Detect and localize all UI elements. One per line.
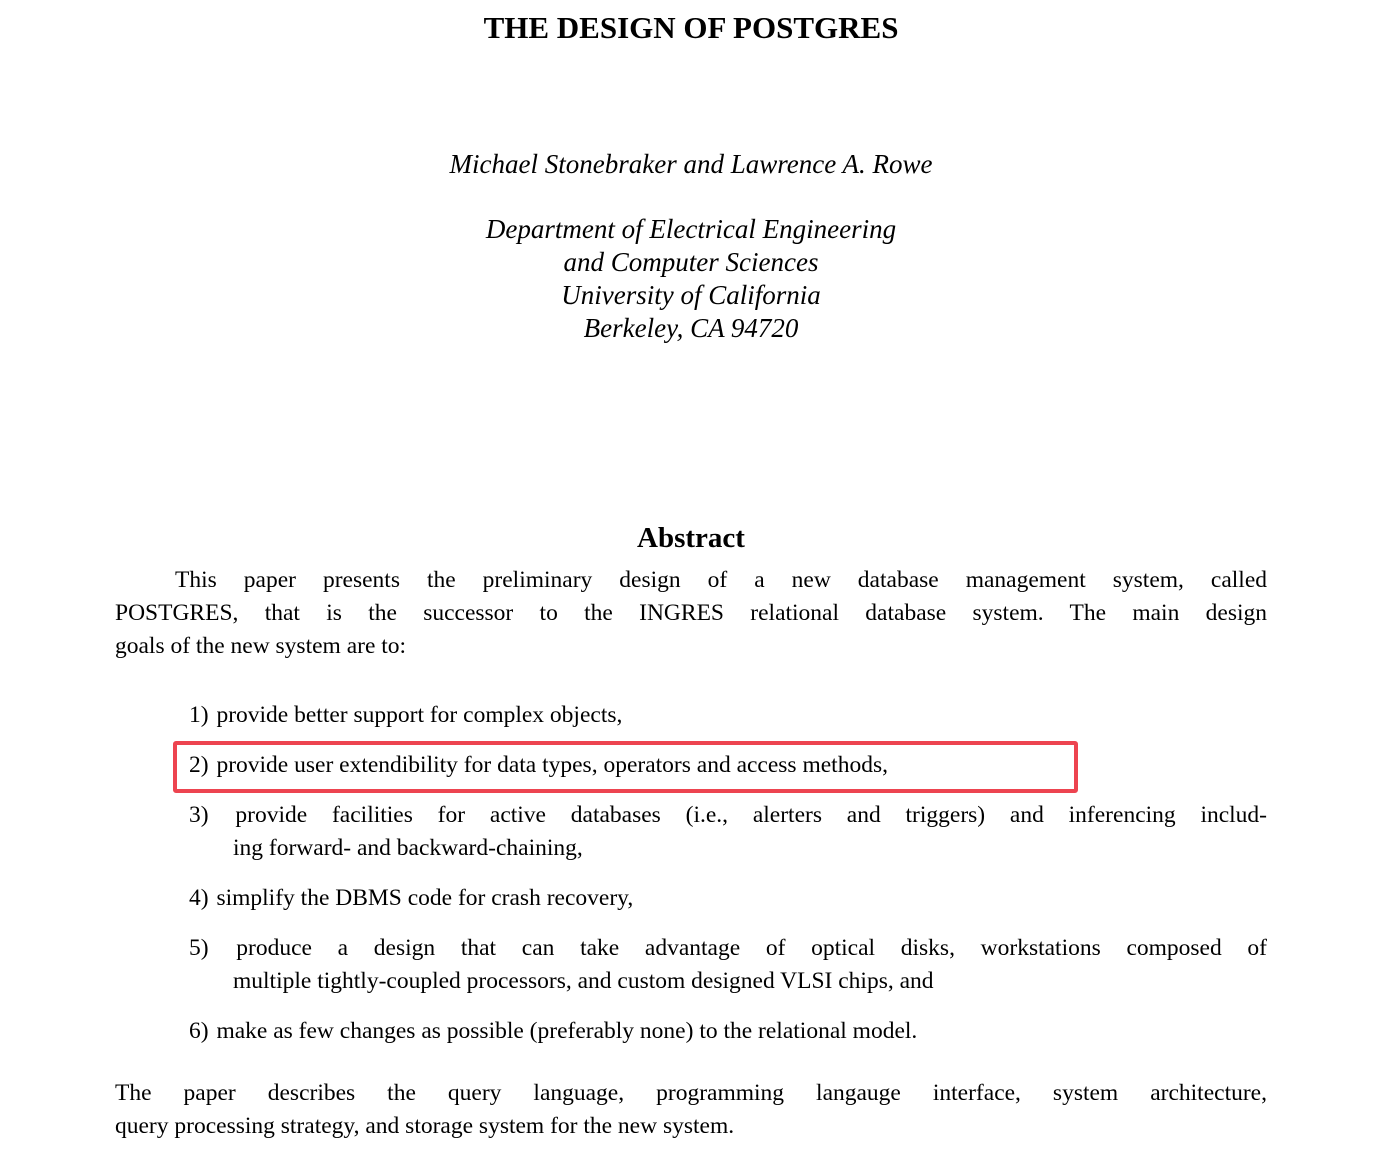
goal-line-continuation: multiple tightly-coupled processors, and custom designed VLSI chips, and [233, 968, 934, 994]
closing-paragraph [115, 1077, 1267, 1143]
goal-line-continuation: ing forward- and backward-chaining, [233, 835, 583, 861]
abstract-paragraph [115, 564, 1267, 663]
goal-number: 2) [189, 752, 209, 778]
goal-line [189, 799, 1268, 832]
affiliation-line-university: University of California [561, 280, 821, 310]
goal-item-3 [189, 799, 1268, 865]
affiliation-line-city: Berkeley, CA 94720 [583, 313, 799, 343]
goal-text: produce a design that can take advantage of optical disks, workstations composed of [236, 935, 1267, 961]
design-goals-list [115, 699, 1267, 1048]
goal-item-1 [189, 699, 1267, 732]
goal-text: make as few changes as possible (preferably none) to the relational model. [216, 1018, 918, 1044]
goal-number: 5) [189, 935, 209, 961]
goal-line [189, 1015, 1267, 1048]
goal-item-4 [189, 882, 1267, 915]
paper-title: THE DESIGN OF POSTGRES [483, 10, 899, 45]
goal-number: 4) [189, 885, 209, 911]
goal-number: 3) [189, 802, 209, 828]
goal-item-6 [189, 1015, 1267, 1048]
goal-line [189, 699, 1267, 732]
goal-line [189, 932, 1267, 965]
abstract-heading: Abstract [637, 522, 745, 554]
abstract-line: POSTGRES, that is the successor to the INGRES relational database system. The main design [115, 600, 1267, 626]
abstract-line: goals of the new system are to: [115, 633, 407, 659]
closing-line: The paper describes the query language, programming langauge interface, system architecture, [115, 1080, 1267, 1106]
goal-item-2 [189, 749, 1267, 782]
closing-line: query processing strategy, and storage system for the new system. [115, 1113, 735, 1139]
goal-line [189, 882, 1267, 915]
goal-text: simplify the DBMS code for crash recovery, [216, 885, 634, 911]
goal-number: 1) [189, 702, 209, 728]
goal-text: provide user extendibility for data types, operators and access methods, [216, 752, 888, 778]
goal-text: provide better support for complex objects, [216, 702, 623, 728]
affiliation-line-department-2: and Computer Sciences [563, 247, 819, 277]
paper-page [0, 8, 1397, 1143]
goal-line [189, 749, 1267, 782]
affiliation-line-department: Department of Electrical Engineering [485, 214, 897, 244]
abstract-line: This paper presents the preliminary design of a new database management system, called [175, 567, 1267, 593]
goal-number: 6) [189, 1018, 209, 1044]
authors-line: Michael Stonebraker and Lawrence A. Rowe [449, 149, 933, 179]
affiliation-block [115, 213, 1267, 345]
goal-text: provide facilities for active databases (i.e., alerters and triggers) and inferencing includ- [235, 802, 1268, 828]
goal-item-5 [189, 932, 1267, 998]
